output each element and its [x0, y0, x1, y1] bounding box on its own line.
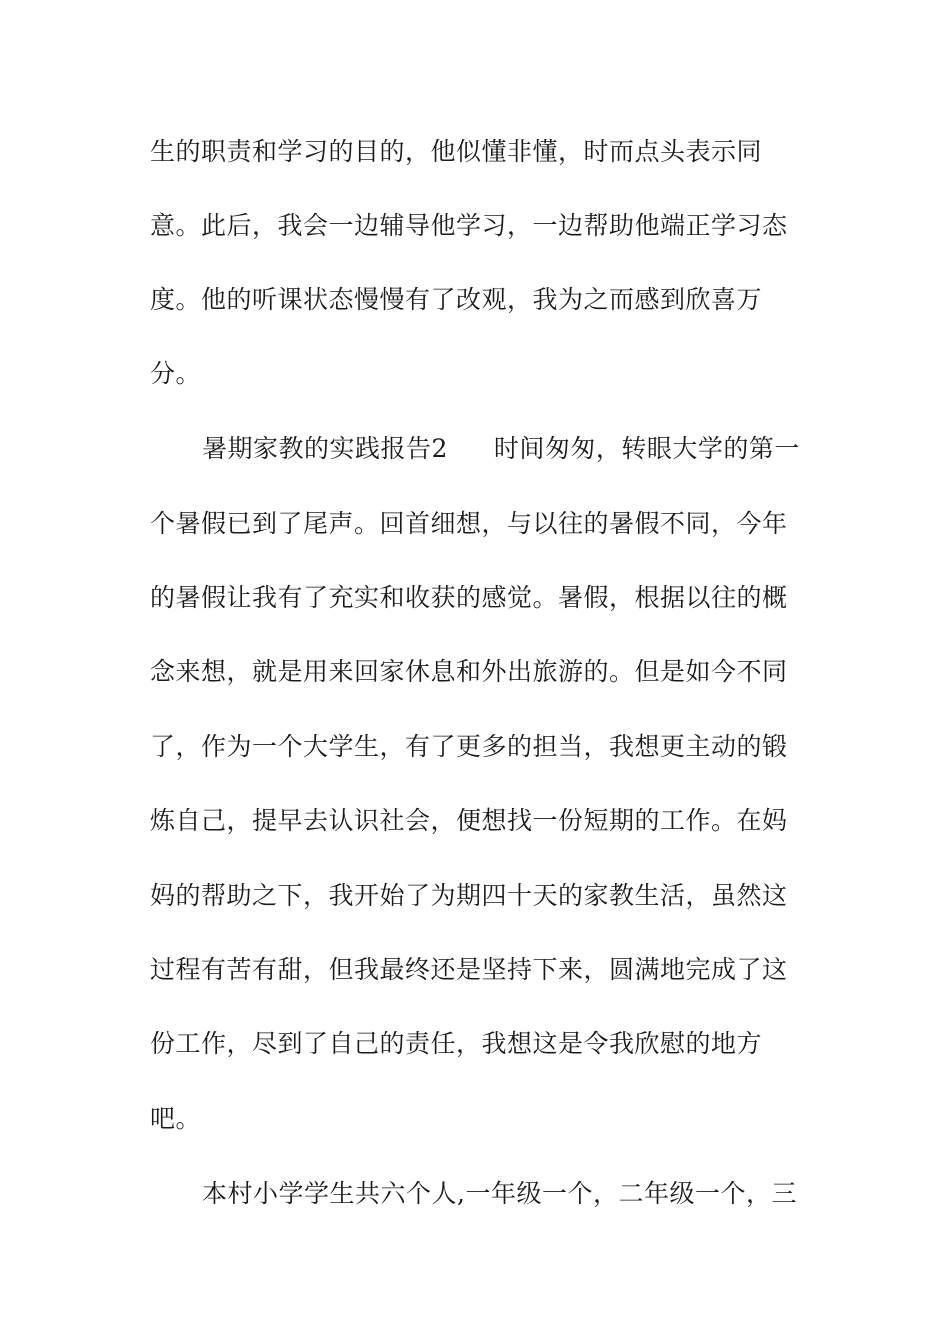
text-line: 分。: [150, 359, 202, 388]
text-line: [202, 434, 800, 464]
text-line: 本村小学学生共六个人,一年级一个，二年级一个，三: [202, 1179, 797, 1208]
text-line: 了，作为一个大学生，有了更多的担当，我想更主动的锻: [150, 732, 788, 761]
text-line: 过程有苦有甜，但我最终还是坚持下来，圆满地完成了这: [150, 955, 788, 984]
text-line: 吧。: [150, 1104, 202, 1133]
text-line: 的暑假让我有了充实和收获的感觉。暑假，根据以往的概: [150, 583, 788, 612]
text-fragment: 时间匆匆，转眼大学的第一: [493, 434, 800, 463]
text-line: 生的职责和学习的目的，他似懂非懂，时而点头表示同: [150, 137, 763, 166]
text-line: 炼自己，提早去认识社会，便想找一份短期的工作。在妈: [150, 806, 788, 835]
section-heading: 暑期家教的实践报告2: [202, 434, 448, 463]
text-line: 份工作，尽到了自己的责任，我想这是令我欣慰的地方: [150, 1029, 763, 1058]
text-line: 妈的帮助之下，我开始了为期四十天的家教生活，虽然这: [150, 881, 788, 910]
text-line: 念来想，就是用来回家休息和外出旅游的。但是如今不同: [150, 657, 788, 686]
text-line: 个暑假已到了尾声。回首细想，与以往的暑假不同，今年: [150, 509, 788, 538]
text-line: 意。此后，我会一边辅导他学习，一边帮助他端正学习态: [150, 211, 788, 240]
text-line: 度。他的听课状态慢慢有了改观，我为之而感到欣喜万: [150, 285, 763, 314]
